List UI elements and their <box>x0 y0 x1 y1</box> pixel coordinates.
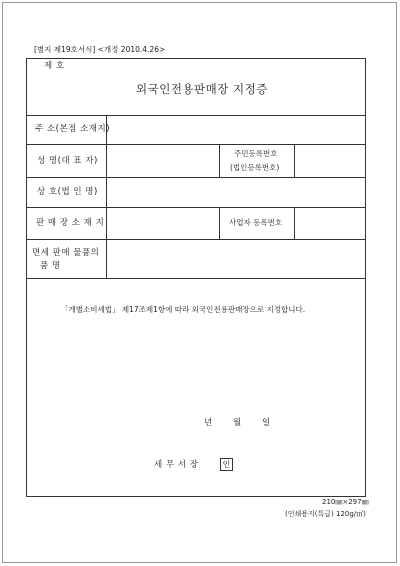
label-column-divider <box>106 115 107 278</box>
store-location-label: 판 매 장 소 재 지 <box>36 218 105 228</box>
mid-column-divider <box>219 207 220 239</box>
paper-type: (인쇄용지(특급) 120g/㎡) <box>285 510 366 518</box>
date-month: 월 <box>233 418 242 428</box>
row-divider <box>26 177 366 178</box>
name-representative-label: 성 명(대 표 자) <box>37 156 98 166</box>
mid-column-divider <box>294 144 295 177</box>
head-office-address-label: 주 소(본점 소재지) <box>35 124 111 134</box>
designation-statement: 「개별소비세법」 제17조제1항에 따라 외국인전용판매장으로 지정합니다. <box>61 305 306 314</box>
exempt-items-label-line2: 품 명 <box>40 261 61 271</box>
form-number: [별지 제19호서식] <개정 2010.4.26> <box>34 45 166 54</box>
date-day: 일 <box>262 418 271 428</box>
resident-reg-no-label: 주민등록번호 <box>234 149 278 158</box>
date-year: 년 <box>204 418 213 428</box>
mid-column-divider <box>219 144 220 177</box>
issue-number-label: 제 호 <box>44 61 65 71</box>
mid-column-divider <box>294 207 295 239</box>
row-divider <box>26 115 366 116</box>
paper-size: 210㎜×297㎜ <box>322 498 369 506</box>
row-divider <box>26 239 366 240</box>
corporate-reg-no-label: (법인등록번호) <box>230 163 280 172</box>
row-divider <box>26 207 366 208</box>
trade-name-label: 상 호(법 인 명) <box>37 187 98 197</box>
certificate-title: 외국인전용판매장 지정증 <box>136 82 268 96</box>
tax-office-head: 세 무 서 장 <box>154 460 199 470</box>
row-divider <box>26 278 366 279</box>
row-divider <box>26 144 366 145</box>
business-reg-no-label: 사업자 등록번호 <box>229 218 283 227</box>
seal-box: 인 <box>220 458 233 471</box>
exempt-items-label-line1: 면세 판매 물품의 <box>32 248 100 258</box>
